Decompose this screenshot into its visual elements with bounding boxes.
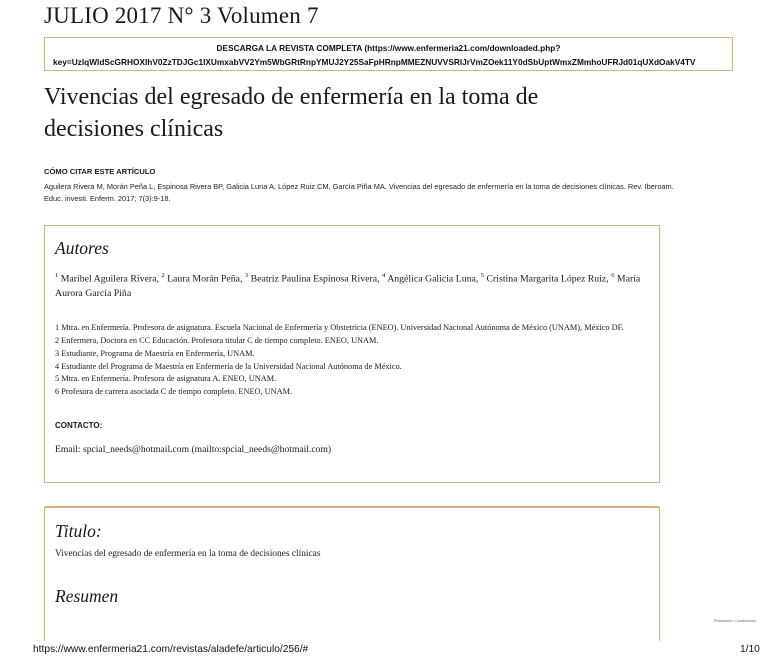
affiliation-item: 3 Estudiante, Programa de Maestría en Enfermería, UNAM. [55,348,255,358]
download-link-line2[interactable]: key=UzlqWldScGRHOXlhV0ZzTDJGc1lXUmxabVV2Ym5WbGRtRnpYMUJ2Y25SaFpHRnpMMEZNUVVSRlJrVmZOek11Y0dSbUptWmxZMmhoUFRJd01qUXdOakV4TV [53,57,696,67]
privacy-terms-link[interactable]: Privacidad • Condiciones [714,619,757,623]
title-box [44,506,660,646]
author-number: 5 [480,272,485,279]
author-number: 4 [382,272,386,279]
page-number: 1/10 [740,644,760,655]
contact-heading: CONTACTO: [55,421,103,431]
authors-list: $^1$ Maribel Aguilera Rivera, $^2$ Laura Morán Peña, $^3$ Beatriz Paulina Espinosa Rivera, $^4$ Angélica Galicia Luna, $^5$ Cristina Margarita López Ruiz, $^6$ María Aurora García Piña [55,272,641,300]
affiliation-item: 5 Mtra. en Enfermería. Profesora de asignatura A. ENEO, UNAM. [55,374,277,384]
issue-line: JULIO 2017 N° 3 Volumen 7 [44,3,319,28]
author-number: 6 [611,272,615,279]
author-name: María Aurora García Piña [55,273,641,300]
abstract-heading: Resumen [55,586,119,606]
affiliation-item: 6 Profesora de carrera asociada C de tiempo completo. ENEO, UNAM. [55,387,293,397]
cite-text: Aguilera Rivera M, Morán Peña L, Espinosa Rivera BP, Galicia Luna A, López Ruiz CM, García Piña MA. Vivencias del egresado de enfermería en la toma de decisiones clínicas. Rev. Iberoam. Educ. investi. Enferm. 2017; 7(3):9-18. [44,182,674,203]
footer-url: https://www.enfermeria21.com/revistas/aladefe/articulo/256/# [33,644,309,655]
authors-box [44,225,660,483]
author-name: Maribel Aguilera Rivera [60,273,157,285]
author-name: Laura Morán Peña [167,273,240,285]
author-number: 3 [244,272,249,279]
cite-heading: CÓMO CITAR ESTE ARTÍCULO [44,167,156,176]
download-link-line1[interactable]: DESCARGA LA REVISTA COMPLETA (https://www.enfermeria21.com/downloaded.php? [216,43,561,53]
affiliations-list [55,322,649,399]
affiliation-item: 2 Enfermera, Doctora en CC Educación. Profesora titular C de tiempo completo. ENEO, UNAM. [55,336,379,346]
print-footer [0,641,780,659]
author-name: Beatriz Paulina Espinosa Rivera [250,273,378,285]
article-title: Vivencias del egresado de enfermería en la toma de decisiones clínicas [44,84,539,142]
title-heading: Titulo: [55,521,102,541]
authors-heading: Autores [55,238,109,258]
affiliation-item: 1 Mtra. en Enfermería. Profesora de asignatura. Escuela Nacional de Enfermería y Obstetricia (ENEO). Universidad Nacional Autónoma de México (UNAM), México DF. [55,323,624,333]
title-text: Vivencias del egresado de enfermería en la toma de decisiones clínicas [55,549,321,559]
author-number: 2 [161,272,165,279]
author-number: 1 [55,272,59,279]
download-banner[interactable] [44,37,733,71]
author-name: Cristina Margarita López Ruiz [486,273,607,285]
affiliation-item: 4 Estudiante del Programa de Maestría en Enfermería de la Universidad Nacional Autónoma de México. [55,361,402,371]
author-name: Angélica Galicia Luna [387,273,476,285]
contact-email-link[interactable]: Email: spcial_needs@hotmail.com (mailto:spcial_needs@hotmail.com) [55,444,332,456]
